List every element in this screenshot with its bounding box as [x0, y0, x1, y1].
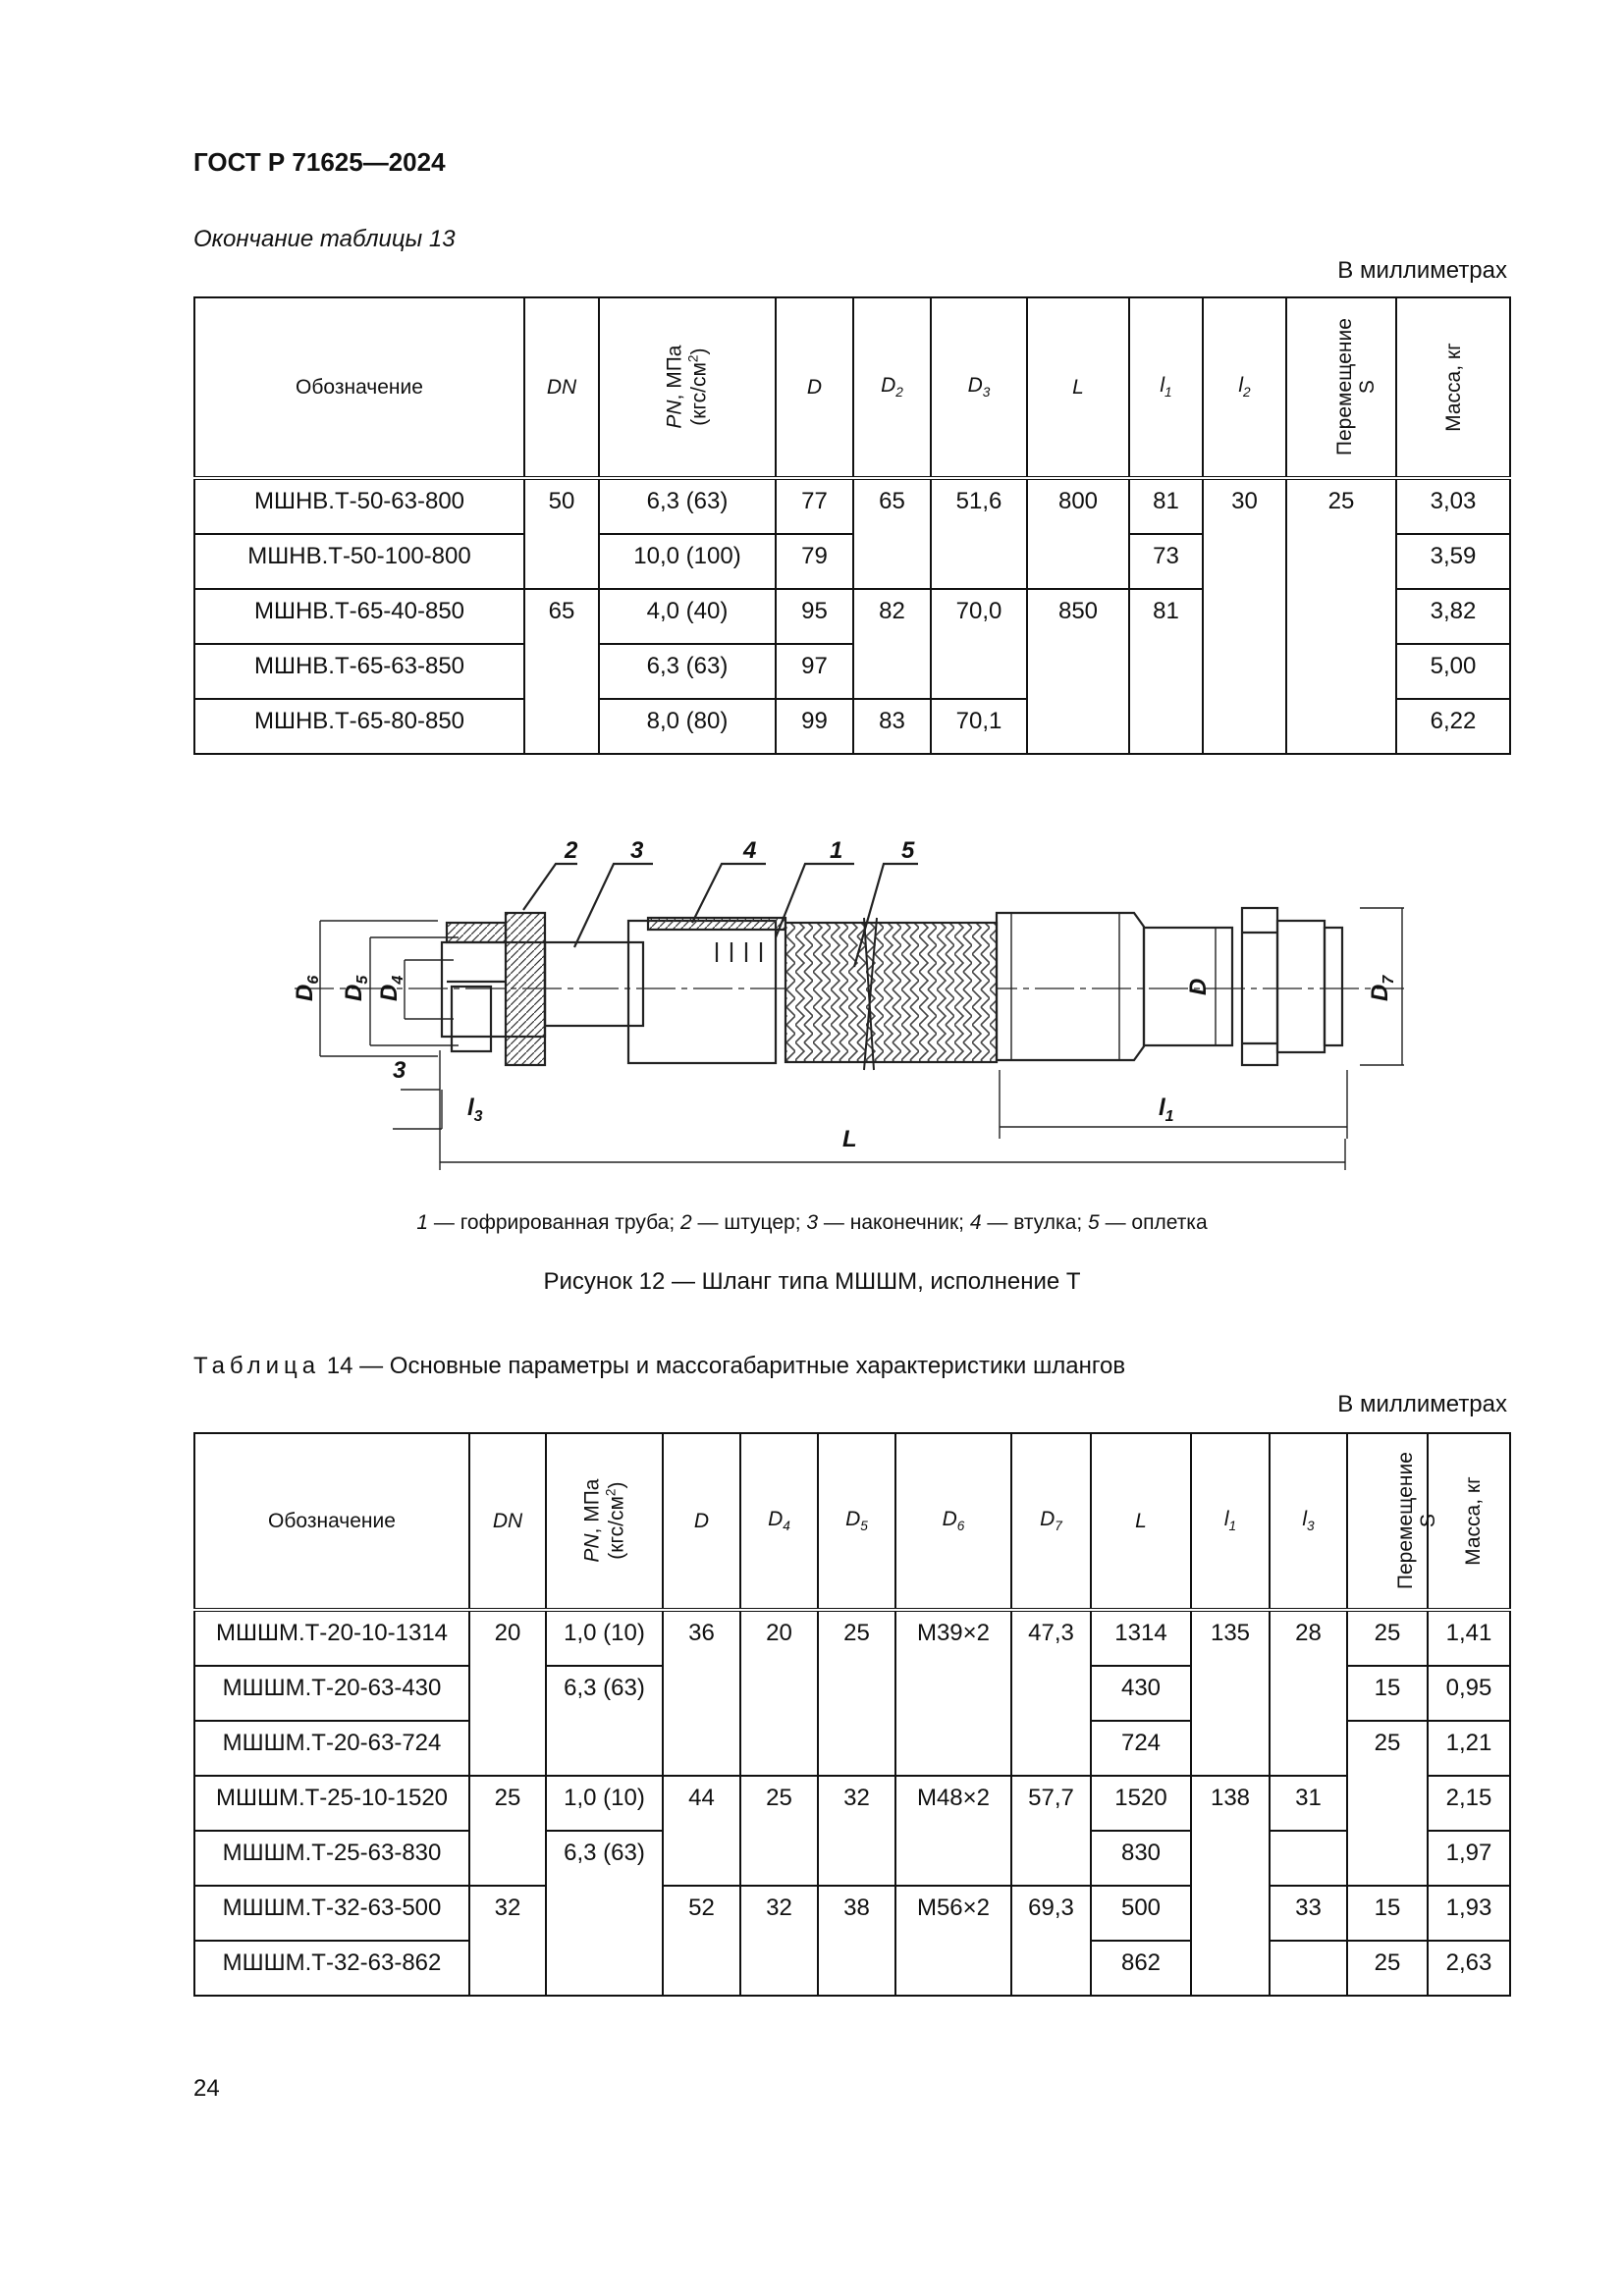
table-cell: МШНВ.Т-65-40-850	[194, 589, 524, 644]
table-cell: МШШМ.Т-32-63-862	[194, 1941, 469, 1996]
table-cell	[895, 1941, 1011, 1996]
table-cell: 36	[663, 1610, 740, 1666]
table-cell: 81	[1129, 478, 1203, 534]
table-row	[194, 1721, 1510, 1776]
col-designation: Обозначение	[194, 297, 524, 478]
table-cell: M56×2	[895, 1886, 1011, 1941]
table-cell	[1203, 589, 1286, 644]
table-row	[194, 534, 1510, 589]
col-d3: $D_3$	[931, 297, 1027, 478]
table-cell	[740, 1721, 818, 1776]
table14	[193, 1432, 1511, 1997]
col-d4: $D_4$	[740, 1433, 818, 1610]
col-l: L	[1091, 1433, 1191, 1610]
table-cell	[1191, 1886, 1270, 1941]
table-cell: 1,93	[1428, 1886, 1510, 1941]
dim-L: L	[842, 1126, 857, 1152]
dim-l3: $l_3$	[467, 1095, 483, 1125]
table13-units: В миллиметрах	[1337, 257, 1507, 284]
table-cell	[818, 1666, 895, 1721]
dim-l1: $l_1$	[1159, 1095, 1174, 1125]
table-cell	[740, 1941, 818, 1996]
table-cell	[1347, 1831, 1428, 1886]
table-row	[194, 478, 1510, 534]
table-cell: 6,3 (63)	[599, 478, 776, 534]
col-d7: $D_7$	[1011, 1433, 1091, 1610]
col-d2: $D_2$	[853, 297, 931, 478]
table-cell	[1011, 1721, 1091, 1776]
table-cell	[1203, 644, 1286, 699]
col-designation: Обозначение	[194, 1433, 469, 1610]
table-cell	[1011, 1941, 1091, 1996]
table-cell: 97	[776, 644, 853, 699]
col-d6: $D_6$	[895, 1433, 1011, 1610]
table-cell	[895, 1721, 1011, 1776]
table-cell	[818, 1721, 895, 1776]
table-cell: 31	[1270, 1776, 1347, 1831]
table-cell: 1,0 (10)	[546, 1610, 663, 1666]
table-cell: 1520	[1091, 1776, 1191, 1831]
table-cell: 1,21	[1428, 1721, 1510, 1776]
table-row	[194, 1831, 1510, 1886]
table-row	[194, 699, 1510, 754]
table-cell: МШНВ.Т-65-80-850	[194, 699, 524, 754]
table-cell: 6,22	[1396, 699, 1510, 754]
table-cell: 830	[1091, 1831, 1191, 1886]
table-cell: 1,41	[1428, 1610, 1510, 1666]
table13	[193, 296, 1511, 755]
table-cell	[1011, 1666, 1091, 1721]
table-cell	[663, 1831, 740, 1886]
col-l: L	[1027, 297, 1129, 478]
table-cell: МШНВ.Т-50-63-800	[194, 478, 524, 534]
table-cell: 1,97	[1428, 1831, 1510, 1886]
table-cell: 500	[1091, 1886, 1191, 1941]
table-cell: 138	[1191, 1776, 1270, 1831]
page-number: 24	[193, 2075, 220, 2102]
table-cell: M39×2	[895, 1610, 1011, 1666]
table-cell: 3,82	[1396, 589, 1510, 644]
table-cell: 65	[524, 589, 599, 644]
col-mass: Масса, кг	[1428, 1433, 1510, 1610]
table-cell	[895, 1831, 1011, 1886]
table-cell	[931, 534, 1027, 589]
table-cell	[1270, 1941, 1347, 1996]
table-cell: 1,0 (10)	[546, 1776, 663, 1831]
table-cell: 65	[853, 478, 931, 534]
table-cell: 25	[740, 1776, 818, 1831]
table-cell	[1027, 644, 1129, 699]
table-cell: 20	[740, 1610, 818, 1666]
table-cell: МШШМ.Т-25-63-830	[194, 1831, 469, 1886]
table-cell: 25	[1347, 1610, 1428, 1666]
table-cell	[546, 1721, 663, 1776]
table-cell: МШШМ.Т-20-63-724	[194, 1721, 469, 1776]
table-cell: 0,95	[1428, 1666, 1510, 1721]
table-cell: 8,0 (80)	[599, 699, 776, 754]
table-cell	[546, 1941, 663, 1996]
table-cell	[1191, 1831, 1270, 1886]
col-l3: $l_3$	[1270, 1433, 1347, 1610]
table-cell: 99	[776, 699, 853, 754]
table-cell: 10,0 (100)	[599, 534, 776, 589]
table-cell: 25	[1286, 478, 1396, 534]
table-row	[194, 644, 1510, 699]
table-cell	[469, 1721, 546, 1776]
table-cell	[1191, 1721, 1270, 1776]
table-row	[194, 1610, 1510, 1666]
table-cell: 69,3	[1011, 1886, 1091, 1941]
table-cell: 52	[663, 1886, 740, 1941]
table-cell	[1129, 699, 1203, 754]
sleeve	[628, 921, 776, 1063]
table-cell	[1203, 534, 1286, 589]
table-cell	[1191, 1666, 1270, 1721]
table-row	[194, 589, 1510, 644]
table-cell	[1270, 1721, 1347, 1776]
col-dn: DN	[469, 1433, 546, 1610]
table-cell: 6,3 (63)	[599, 644, 776, 699]
table-cell: 6,3 (63)	[546, 1831, 663, 1886]
col-d: D	[776, 297, 853, 478]
table-cell: 38	[818, 1886, 895, 1941]
table-cell: 4,0 (40)	[599, 589, 776, 644]
table-cell	[663, 1721, 740, 1776]
table-cell: 800	[1027, 478, 1129, 534]
table-cell: 25	[469, 1776, 546, 1831]
table-cell: МШШМ.Т-32-63-500	[194, 1886, 469, 1941]
table-row	[194, 1776, 1510, 1831]
table-cell	[524, 534, 599, 589]
table-cell: 33	[1270, 1886, 1347, 1941]
table-cell: МШНВ.Т-50-100-800	[194, 534, 524, 589]
table-cell: 30	[1203, 478, 1286, 534]
table13-header-row	[194, 297, 1510, 478]
col-d5: $D_5$	[818, 1433, 895, 1610]
table-cell	[663, 1666, 740, 1721]
table-cell: 83	[853, 699, 931, 754]
table-cell: 724	[1091, 1721, 1191, 1776]
table-cell: 1314	[1091, 1610, 1191, 1666]
table-cell: 2,15	[1428, 1776, 1510, 1831]
table-cell: 20	[469, 1610, 546, 1666]
callout-4: 4	[743, 837, 757, 864]
table-cell: 70,0	[931, 589, 1027, 644]
table-cell: 6,3 (63)	[546, 1666, 663, 1721]
table-cell: 430	[1091, 1666, 1191, 1721]
table-cell: 5,00	[1396, 644, 1510, 699]
table-cell	[1270, 1831, 1347, 1886]
table-cell	[740, 1831, 818, 1886]
table-cell: МШШМ.Т-20-63-430	[194, 1666, 469, 1721]
table-cell: МШШМ.Т-25-10-1520	[194, 1776, 469, 1831]
table-cell: МШНВ.Т-65-63-850	[194, 644, 524, 699]
table-cell: 77	[776, 478, 853, 534]
table-cell: 82	[853, 589, 931, 644]
dim-d: D	[1185, 978, 1212, 995]
table-cell: 3,59	[1396, 534, 1510, 589]
table-row	[194, 1666, 1510, 1721]
table-cell	[1027, 699, 1129, 754]
table-cell	[524, 644, 599, 699]
table-cell: M48×2	[895, 1776, 1011, 1831]
table-cell: 862	[1091, 1941, 1191, 1996]
table-cell	[853, 644, 931, 699]
table-cell: 25	[1347, 1941, 1428, 1996]
col-l1: $l_1$	[1191, 1433, 1270, 1610]
table-cell	[1286, 534, 1396, 589]
dim-d6: $D_6$	[292, 975, 322, 1001]
table-cell: МШШМ.Т-20-10-1314	[194, 1610, 469, 1666]
table-cell	[1286, 589, 1396, 644]
dim-d7: $D_7$	[1367, 975, 1397, 1001]
table-cell	[1191, 1941, 1270, 1996]
col-displacement: Перемещение S	[1286, 297, 1396, 478]
table-cell	[524, 699, 599, 754]
table-cell	[663, 1941, 740, 1996]
table-cell: 50	[524, 478, 599, 534]
table-cell	[1270, 1666, 1347, 1721]
col-d: D	[663, 1433, 740, 1610]
hose-drawing	[275, 829, 1434, 1183]
table13-continuation-label: Окончание таблицы 13	[193, 226, 456, 252]
table-cell: 3,03	[1396, 478, 1510, 534]
table-cell: 25	[818, 1610, 895, 1666]
table14-header-row	[194, 1433, 1510, 1610]
braided-hose	[785, 923, 997, 1062]
dim-d5: $D_5$	[341, 975, 371, 1001]
table-row	[194, 1941, 1510, 1996]
table-cell: 47,3	[1011, 1610, 1091, 1666]
table-cell: 2,63	[1428, 1941, 1510, 1996]
callout-1: 1	[830, 837, 843, 864]
table-row	[194, 1886, 1510, 1941]
table-cell	[546, 1886, 663, 1941]
col-l1: $l_1$	[1129, 297, 1203, 478]
table-cell	[1203, 699, 1286, 754]
table-cell	[1027, 534, 1129, 589]
col-dn: DN	[524, 297, 599, 478]
sleeve-right	[997, 913, 1144, 1060]
table-cell	[740, 1666, 818, 1721]
table-cell	[469, 1831, 546, 1886]
col-displacement: Перемещение S	[1347, 1433, 1428, 1610]
col-mass: Масса, кг	[1396, 297, 1510, 478]
table14-units: В миллиметрах	[1337, 1391, 1507, 1417]
table-cell	[469, 1941, 546, 1996]
callout-2: 2	[565, 837, 578, 864]
table-cell	[1129, 644, 1203, 699]
figure-caption: Рисунок 12 — Шланг типа МШШМ, исполнение Т	[543, 1268, 1081, 1295]
document-header: ГОСТ Р 71625—2024	[193, 147, 446, 177]
table-cell: 850	[1027, 589, 1129, 644]
table14-title: Таблица 14 — Основные параметры и массогабаритные характеристики шлангов	[193, 1353, 1126, 1379]
table-cell	[818, 1941, 895, 1996]
table-cell	[818, 1831, 895, 1886]
table-cell: 25	[1347, 1721, 1428, 1776]
table-cell: 95	[776, 589, 853, 644]
col-pn: PN, МПа $(кгс/см^2)$	[546, 1433, 663, 1610]
table-cell: 28	[1270, 1610, 1347, 1666]
dim-d4: $D_4$	[376, 975, 406, 1001]
table-cell: 32	[740, 1886, 818, 1941]
col-pn: PN, МПа $(кгс/см^2)$	[599, 297, 776, 478]
table-cell	[1011, 1831, 1091, 1886]
table-cell	[853, 534, 931, 589]
table-cell: 57,7	[1011, 1776, 1091, 1831]
table-cell	[1347, 1776, 1428, 1831]
table-cell	[1286, 699, 1396, 754]
table-cell	[895, 1666, 1011, 1721]
table-cell: 70,1	[931, 699, 1027, 754]
dim-3: 3	[393, 1057, 406, 1084]
table-cell	[931, 644, 1027, 699]
table-cell: 135	[1191, 1610, 1270, 1666]
figure-legend: 1 — гофрированная труба; 2 — штуцер; 3 — наконечник; 4 — втулка; 5 — оплетка	[416, 1211, 1208, 1234]
col-l2: $l_2$	[1203, 297, 1286, 478]
table-cell: 79	[776, 534, 853, 589]
table-cell: 15	[1347, 1886, 1428, 1941]
callout-5: 5	[901, 837, 915, 864]
table-cell: 44	[663, 1776, 740, 1831]
callout-3: 3	[630, 837, 644, 864]
table-cell: 15	[1347, 1666, 1428, 1721]
table-cell: 73	[1129, 534, 1203, 589]
table-cell	[1286, 644, 1396, 699]
table-cell: 32	[469, 1886, 546, 1941]
table-cell: 81	[1129, 589, 1203, 644]
table-cell: 51,6	[931, 478, 1027, 534]
nut-left	[506, 913, 545, 1065]
table-cell: 32	[818, 1776, 895, 1831]
table-cell	[469, 1666, 546, 1721]
